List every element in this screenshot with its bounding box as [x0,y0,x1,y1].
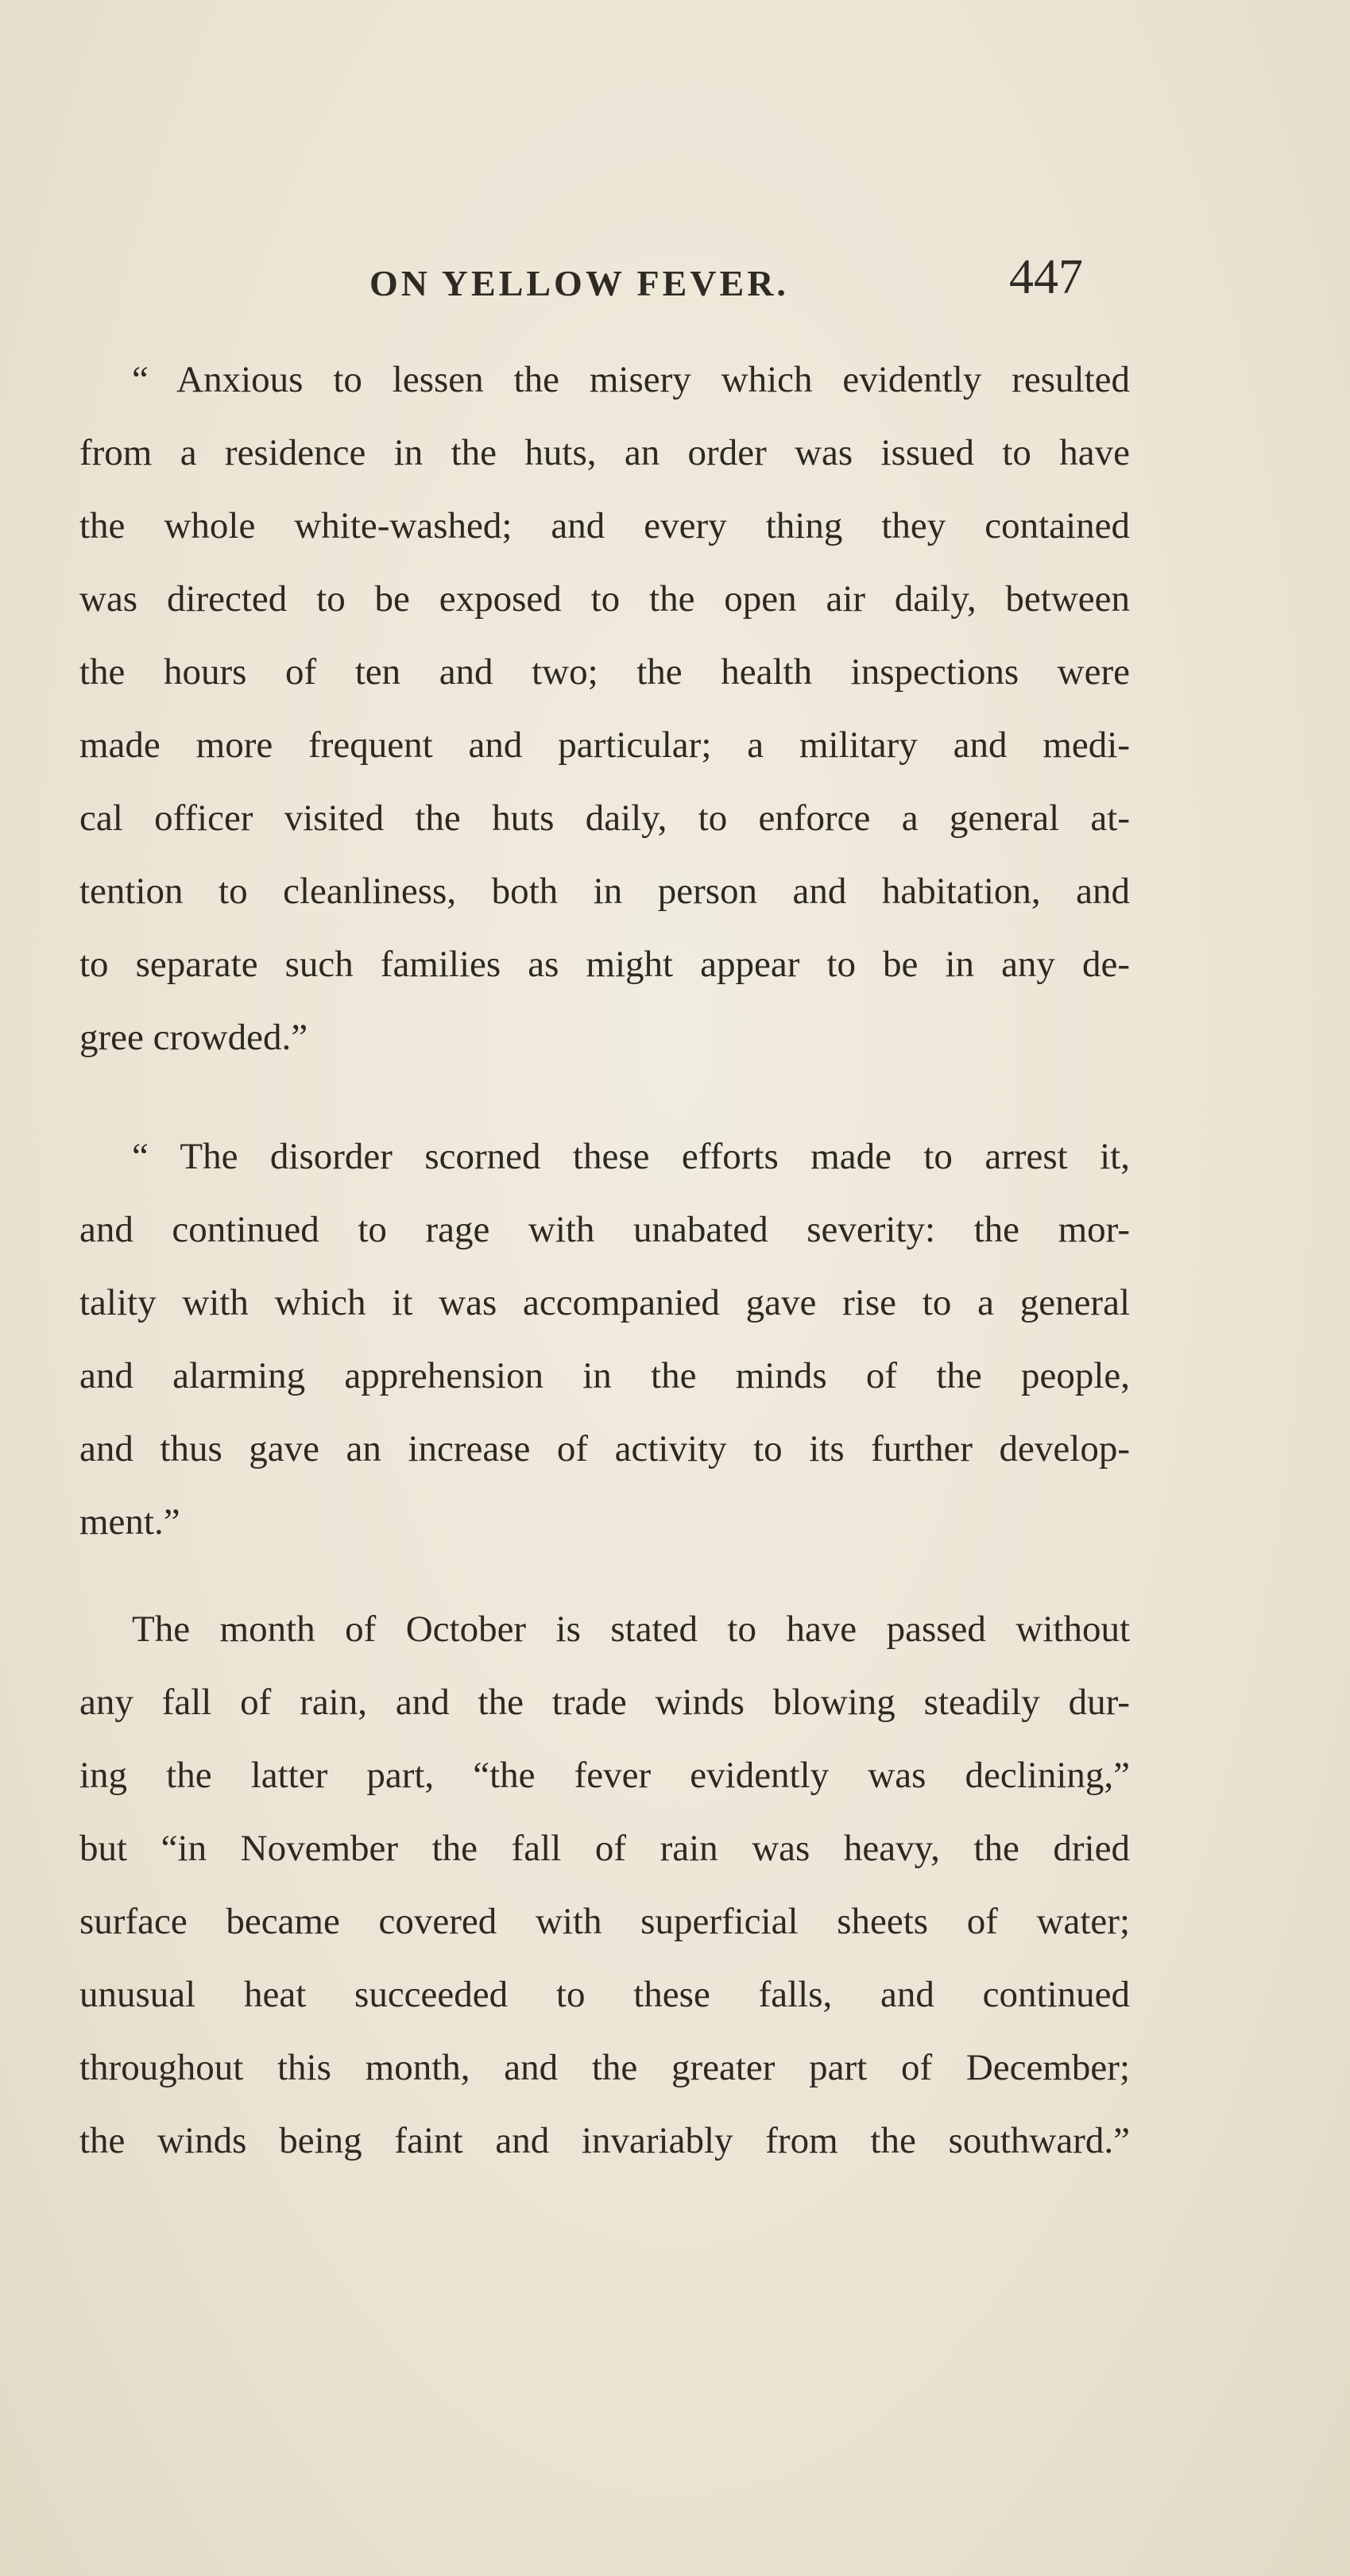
text-line: was directed to be exposed to the open air daily, between [79,578,1130,620]
text-line: any fall of rain, and the trade winds blowing steadily dur- [79,1682,1130,1723]
text-line: gree crowded.” [79,1017,308,1058]
text-line: the winds being faint and invariably from the southward.” [79,2120,1130,2161]
text-line: and thus gave an increase of activity to its further develop- [79,1428,1130,1470]
text-line: from a residence in the huts, an order was issued to have [79,432,1130,473]
text-line: to separate such families as might appear to be in any de- [79,944,1130,985]
text-line: and alarming apprehension in the minds of the people, [79,1355,1130,1396]
paragraph-2 [79,1120,1130,1558]
text-line: unusual heat succeeded to these falls, and continued [79,1974,1130,2015]
text-line: ment.” [79,1501,180,1543]
text-line: The month of October is stated to have passed without [132,1609,1130,1650]
text-line: but “in November the fall of rain was heavy, the dried [79,1828,1130,1869]
text-line: “ The disorder scorned these efforts made to arrest it, [132,1136,1130,1177]
page-number: 447 [1009,250,1083,304]
text-line: made more frequent and particular; a military and medi- [79,724,1130,766]
text-line: tention to cleanliness, both in person and habitation, and [79,871,1130,912]
text-line: surface became covered with superficial sheets of water; [79,1901,1130,1942]
text-line: “ Anxious to lessen the misery which evidently resulted [132,359,1130,400]
paragraph-3 [79,1593,1130,2177]
paragraph-1 [79,343,1130,1074]
text-line: throughout this month, and the greater part of December; [79,2047,1130,2088]
text-line: ing the latter part, “the fever evidently was declining,” [79,1755,1130,1796]
text-line: the hours of ten and two; the health inspections were [79,651,1130,693]
text-line: tality with which it was accompanied gave rise to a general [79,1282,1130,1323]
text-line: the whole white-washed; and every thing they contained [79,505,1130,546]
page-header [0,246,1350,310]
text-line: and continued to rage with unabated severity: the mor- [79,1209,1130,1250]
text-line: cal officer visited the huts daily, to enforce a general at- [79,798,1130,839]
running-title: ON YELLOW FEVER. [369,263,789,303]
